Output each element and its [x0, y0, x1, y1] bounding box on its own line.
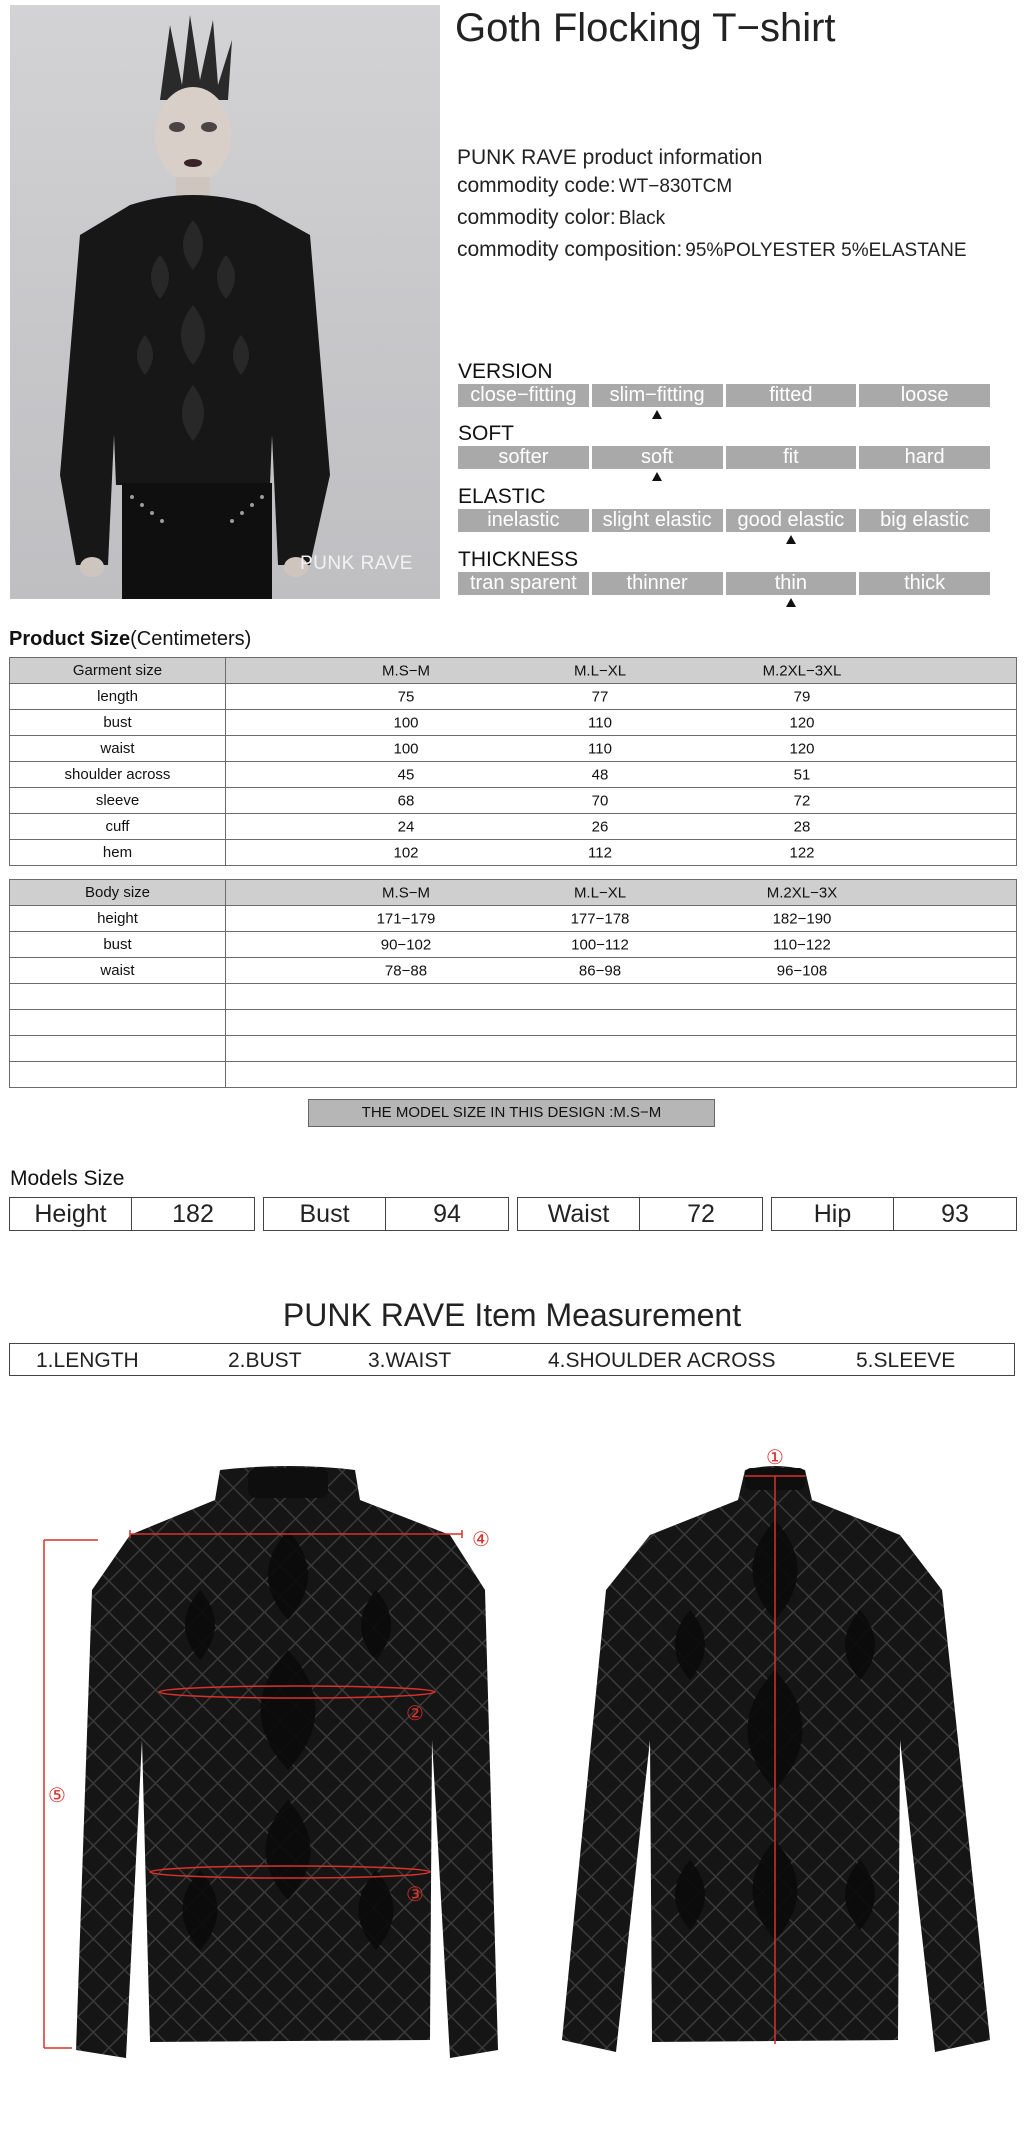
table-header-row: [10, 880, 1017, 906]
scale-option: thin: [726, 572, 857, 595]
scale-selected-marker: [652, 410, 662, 419]
model-size-note: THE MODEL SIZE IN THIS DESIGN :M.S−M: [308, 1099, 715, 1127]
scale-option: fit: [726, 446, 857, 469]
table-cell: 68: [397, 792, 415, 809]
measurement-item: 3.WAIST: [368, 1349, 452, 1372]
table-values-cell: [226, 814, 1017, 840]
table-cell: 171−179: [376, 910, 436, 927]
table-row-label: [10, 1036, 226, 1062]
table-cell: 77: [591, 688, 609, 705]
scale-label: THICKNESS: [458, 548, 579, 571]
measurement-item: 1.LENGTH: [36, 1349, 139, 1372]
table-values-cell: [226, 1036, 1017, 1062]
measurement-item: 5.SLEEVE: [856, 1349, 956, 1372]
table-cell: 100: [393, 714, 419, 731]
table-values-cell: [226, 1010, 1017, 1036]
table-row: [10, 814, 1017, 840]
table-values-cell: [226, 658, 1017, 684]
model-illustration: [10, 5, 440, 599]
table-cell: 102: [393, 844, 419, 861]
models-size-label: Waist: [518, 1198, 640, 1230]
marker-bust: ②: [406, 1701, 424, 1725]
table-cell: 110: [588, 714, 612, 731]
table-cell: 75: [397, 688, 415, 705]
table-row-label: bust: [10, 710, 226, 736]
table-cell: 79: [793, 688, 811, 705]
table-cell: 120: [789, 740, 815, 757]
table-cell: 51: [793, 766, 811, 783]
commodity-code-row: [457, 174, 732, 198]
commodity-composition-label: commodity composition:: [457, 238, 683, 261]
table-row: [10, 1062, 1017, 1088]
commodity-color-row: [457, 206, 665, 230]
models-size-item: [517, 1197, 763, 1231]
table-cell: 96−108: [776, 962, 828, 979]
models-size-label: Bust: [264, 1198, 386, 1230]
scale-selected-marker: [652, 472, 662, 481]
models-size-value: 93: [941, 1199, 969, 1228]
table-cell: 90−102: [380, 936, 432, 953]
scale-option: soft: [592, 446, 723, 469]
table-row-label: cuff: [10, 814, 226, 840]
table-row: [10, 736, 1017, 762]
measurement-legend: [9, 1343, 1015, 1376]
table-cell: 28: [793, 818, 811, 835]
table-row-label: bust: [10, 932, 226, 958]
scale-option: tran sparent: [458, 572, 589, 595]
table-cell: 110: [588, 740, 612, 757]
table-values-cell: [226, 762, 1017, 788]
body-size-table: [9, 879, 1017, 1088]
table-cell: 110−122: [773, 936, 831, 953]
models-size-label: Hip: [772, 1198, 894, 1230]
table-row-label: length: [10, 684, 226, 710]
table-cell: 26: [591, 818, 609, 835]
table-values-cell: [226, 906, 1017, 932]
table-values-cell: [226, 788, 1017, 814]
scale-option: fitted: [726, 384, 857, 407]
scale-option: slight elastic: [592, 509, 723, 532]
scale-label: VERSION: [458, 360, 553, 383]
table-row-label: [10, 1010, 226, 1036]
table-cell: 177−178: [570, 910, 630, 927]
table-cell: M.L−XL: [573, 662, 627, 679]
models-size-title: Models Size: [10, 1167, 125, 1190]
scale-options: [458, 384, 990, 407]
scale-label: ELASTIC: [458, 485, 546, 508]
table-row: [10, 840, 1017, 866]
measurement-item: 2.BUST: [228, 1349, 302, 1372]
scale-options: [458, 572, 990, 595]
table-row: [10, 906, 1017, 932]
measurement-title: PUNK RAVE Item Measurement: [282, 1297, 742, 1333]
table-cell: 72: [793, 792, 811, 809]
table-row: [10, 932, 1017, 958]
table-row: [10, 710, 1017, 736]
models-size-value: 182: [172, 1199, 214, 1228]
measurement-item: 4.SHOULDER ACROSS: [548, 1349, 776, 1372]
table-values-cell: [226, 840, 1017, 866]
table-row: [10, 1036, 1017, 1062]
table-row-label: waist: [10, 958, 226, 984]
commodity-color-label: commodity color:: [457, 206, 616, 229]
table-cell: 86−98: [578, 962, 622, 979]
models-size-item: [771, 1197, 1017, 1231]
table-row-label: Body size: [10, 880, 226, 906]
marker-shoulder: ④: [472, 1527, 490, 1551]
model-photo: [10, 5, 440, 599]
models-size-value: 72: [687, 1199, 715, 1228]
commodity-code-label: commodity code:: [457, 174, 616, 197]
scale-label: SOFT: [458, 422, 514, 445]
table-values-cell: [226, 1062, 1017, 1088]
commodity-composition-value: 95%POLYESTER 5%ELASTANE: [685, 240, 967, 261]
table-row-label: shoulder across: [10, 762, 226, 788]
scale-option: hard: [859, 446, 990, 469]
table-row: [10, 788, 1017, 814]
models-size-item: [9, 1197, 255, 1231]
table-cell: M.2XL−3X: [766, 884, 838, 901]
scale-option: good elastic: [726, 509, 857, 532]
table-row: [10, 984, 1017, 1010]
scale-option: close−fitting: [458, 384, 589, 407]
table-cell: 78−88: [384, 962, 428, 979]
table-values-cell: [226, 932, 1017, 958]
table-values-cell: [226, 684, 1017, 710]
table-header-row: [10, 658, 1017, 684]
scale-option: slim−fitting: [592, 384, 723, 407]
table-row-label: Garment size: [10, 658, 226, 684]
table-cell: 122: [789, 844, 815, 861]
commodity-composition-row: [457, 238, 967, 262]
scale-option: softer: [458, 446, 589, 469]
scale-option: loose: [859, 384, 990, 407]
table-cell: M.L−XL: [573, 884, 627, 901]
product-size-title: Product Size(Centimeters): [9, 628, 252, 650]
scale-options: [458, 509, 990, 532]
back-shirt-image: [562, 1466, 990, 2052]
scale-selected-marker: [786, 535, 796, 544]
table-cell: 48: [591, 766, 609, 783]
table-cell: M.2XL−3XL: [762, 662, 842, 679]
brand-info-line: PUNK RAVE product information: [457, 146, 763, 169]
commodity-color-value: Black: [618, 208, 666, 229]
models-size-value: 94: [433, 1199, 461, 1228]
table-row: [10, 1010, 1017, 1036]
table-row: [10, 762, 1017, 788]
scale-option: inelastic: [458, 509, 589, 532]
table-row-label: waist: [10, 736, 226, 762]
table-values-cell: [226, 880, 1017, 906]
commodity-code-value: WT−830TCM: [618, 176, 733, 197]
measurement-diagram: [0, 1440, 1024, 2100]
table-row-label: [10, 984, 226, 1010]
table-cell: 120: [789, 714, 815, 731]
table-values-cell: [226, 736, 1017, 762]
table-row-label: height: [10, 906, 226, 932]
marker-sleeve: ⑤: [48, 1783, 66, 1807]
scale-selected-marker: [786, 598, 796, 607]
table-cell: 182−190: [772, 910, 832, 927]
table-row-label: hem: [10, 840, 226, 866]
table-values-cell: [226, 984, 1017, 1010]
table-cell: 45: [397, 766, 415, 783]
marker-length: ①: [766, 1445, 784, 1469]
garment-size-table: [9, 657, 1017, 866]
photo-watermark: PUNK RAVE: [300, 553, 413, 574]
table-row-label: [10, 1062, 226, 1088]
scale-option: thinner: [592, 572, 723, 595]
table-cell: 112: [588, 844, 612, 861]
front-shirt-image: [76, 1466, 498, 2058]
table-cell: 100−112: [571, 936, 629, 953]
models-size-label: Height: [10, 1198, 132, 1230]
table-row: [10, 684, 1017, 710]
table-cell: 100: [393, 740, 419, 757]
marker-waist: ③: [406, 1882, 424, 1906]
scale-option: thick: [859, 572, 990, 595]
table-row-label: sleeve: [10, 788, 226, 814]
scale-options: [458, 446, 990, 469]
table-cell: 70: [591, 792, 609, 809]
table-cell: M.S−M: [382, 884, 430, 901]
table-values-cell: [226, 710, 1017, 736]
models-size-item: [263, 1197, 509, 1231]
table-cell: M.S−M: [382, 662, 430, 679]
product-title: Goth Flocking T−shirt: [455, 6, 836, 50]
scale-option: big elastic: [859, 509, 990, 532]
table-values-cell: [226, 958, 1017, 984]
table-cell: 24: [397, 818, 415, 835]
table-row: [10, 958, 1017, 984]
